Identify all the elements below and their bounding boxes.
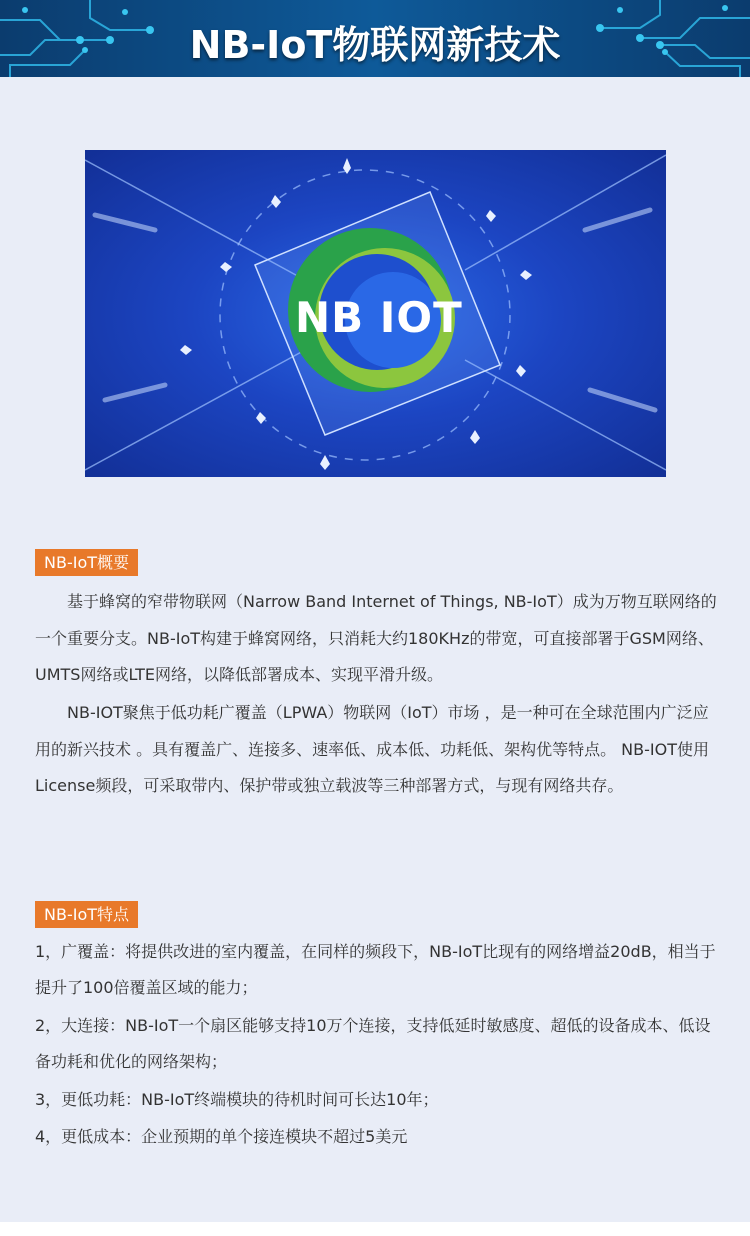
hero-image <box>85 150 666 477</box>
feature-item-cost: 4，更低成本：企业预期的单个接连模块不超过5美元 <box>35 1127 408 1146</box>
feature-item-connection: 2，大连接：NB-IoT一个扇区能够支持10万个连接，支持低延时敏感度、超低的设备成本、低设备功耗和优化的网络架构； <box>35 1016 711 1071</box>
nb-iot-logo-text: NB IOT <box>295 293 463 342</box>
overview-paragraph-2: NB-IOT聚焦于低功耗广覆盖（LPWA）物联网（IoT）市场 ，是一种可在全球范围内广泛应用的新兴技术 。具有覆盖广、连接多、速率低、成本低、功耗低、架构优等特点。 NB-IOT使用License频段，可采取带内、保护带或独立载波等三种部署方式，与现有网络共存。 <box>35 703 709 795</box>
header-banner <box>0 0 750 77</box>
features-tag: NB-IoT特点 <box>35 901 138 928</box>
feature-item-power: 3，更低功耗：NB-IoT终端模块的待机时间可长达10年； <box>35 1090 439 1109</box>
overview-tag: NB-IoT概要 <box>35 549 138 576</box>
page-title: NB-IoT物联网新技术 <box>189 23 561 67</box>
feature-item-coverage: 1，广覆盖：将提供改进的室内覆盖，在同样的频段下，NB-IoT比现有的网络增益20dB，相当于提升了100倍覆盖区域的能力； <box>35 942 716 997</box>
overview-paragraph-1: 基于蜂窝的窄带物联网（Narrow Band Internet of Things, NB-IoT）成为万物互联网络的一个重要分支。NB-IoT构建于蜂窝网络，只消耗大约180KHz的带宽，可直接部署于GSM网络、UMTS网络或LTE网络，以降低部署成本、实现平滑升级。 <box>35 592 717 684</box>
